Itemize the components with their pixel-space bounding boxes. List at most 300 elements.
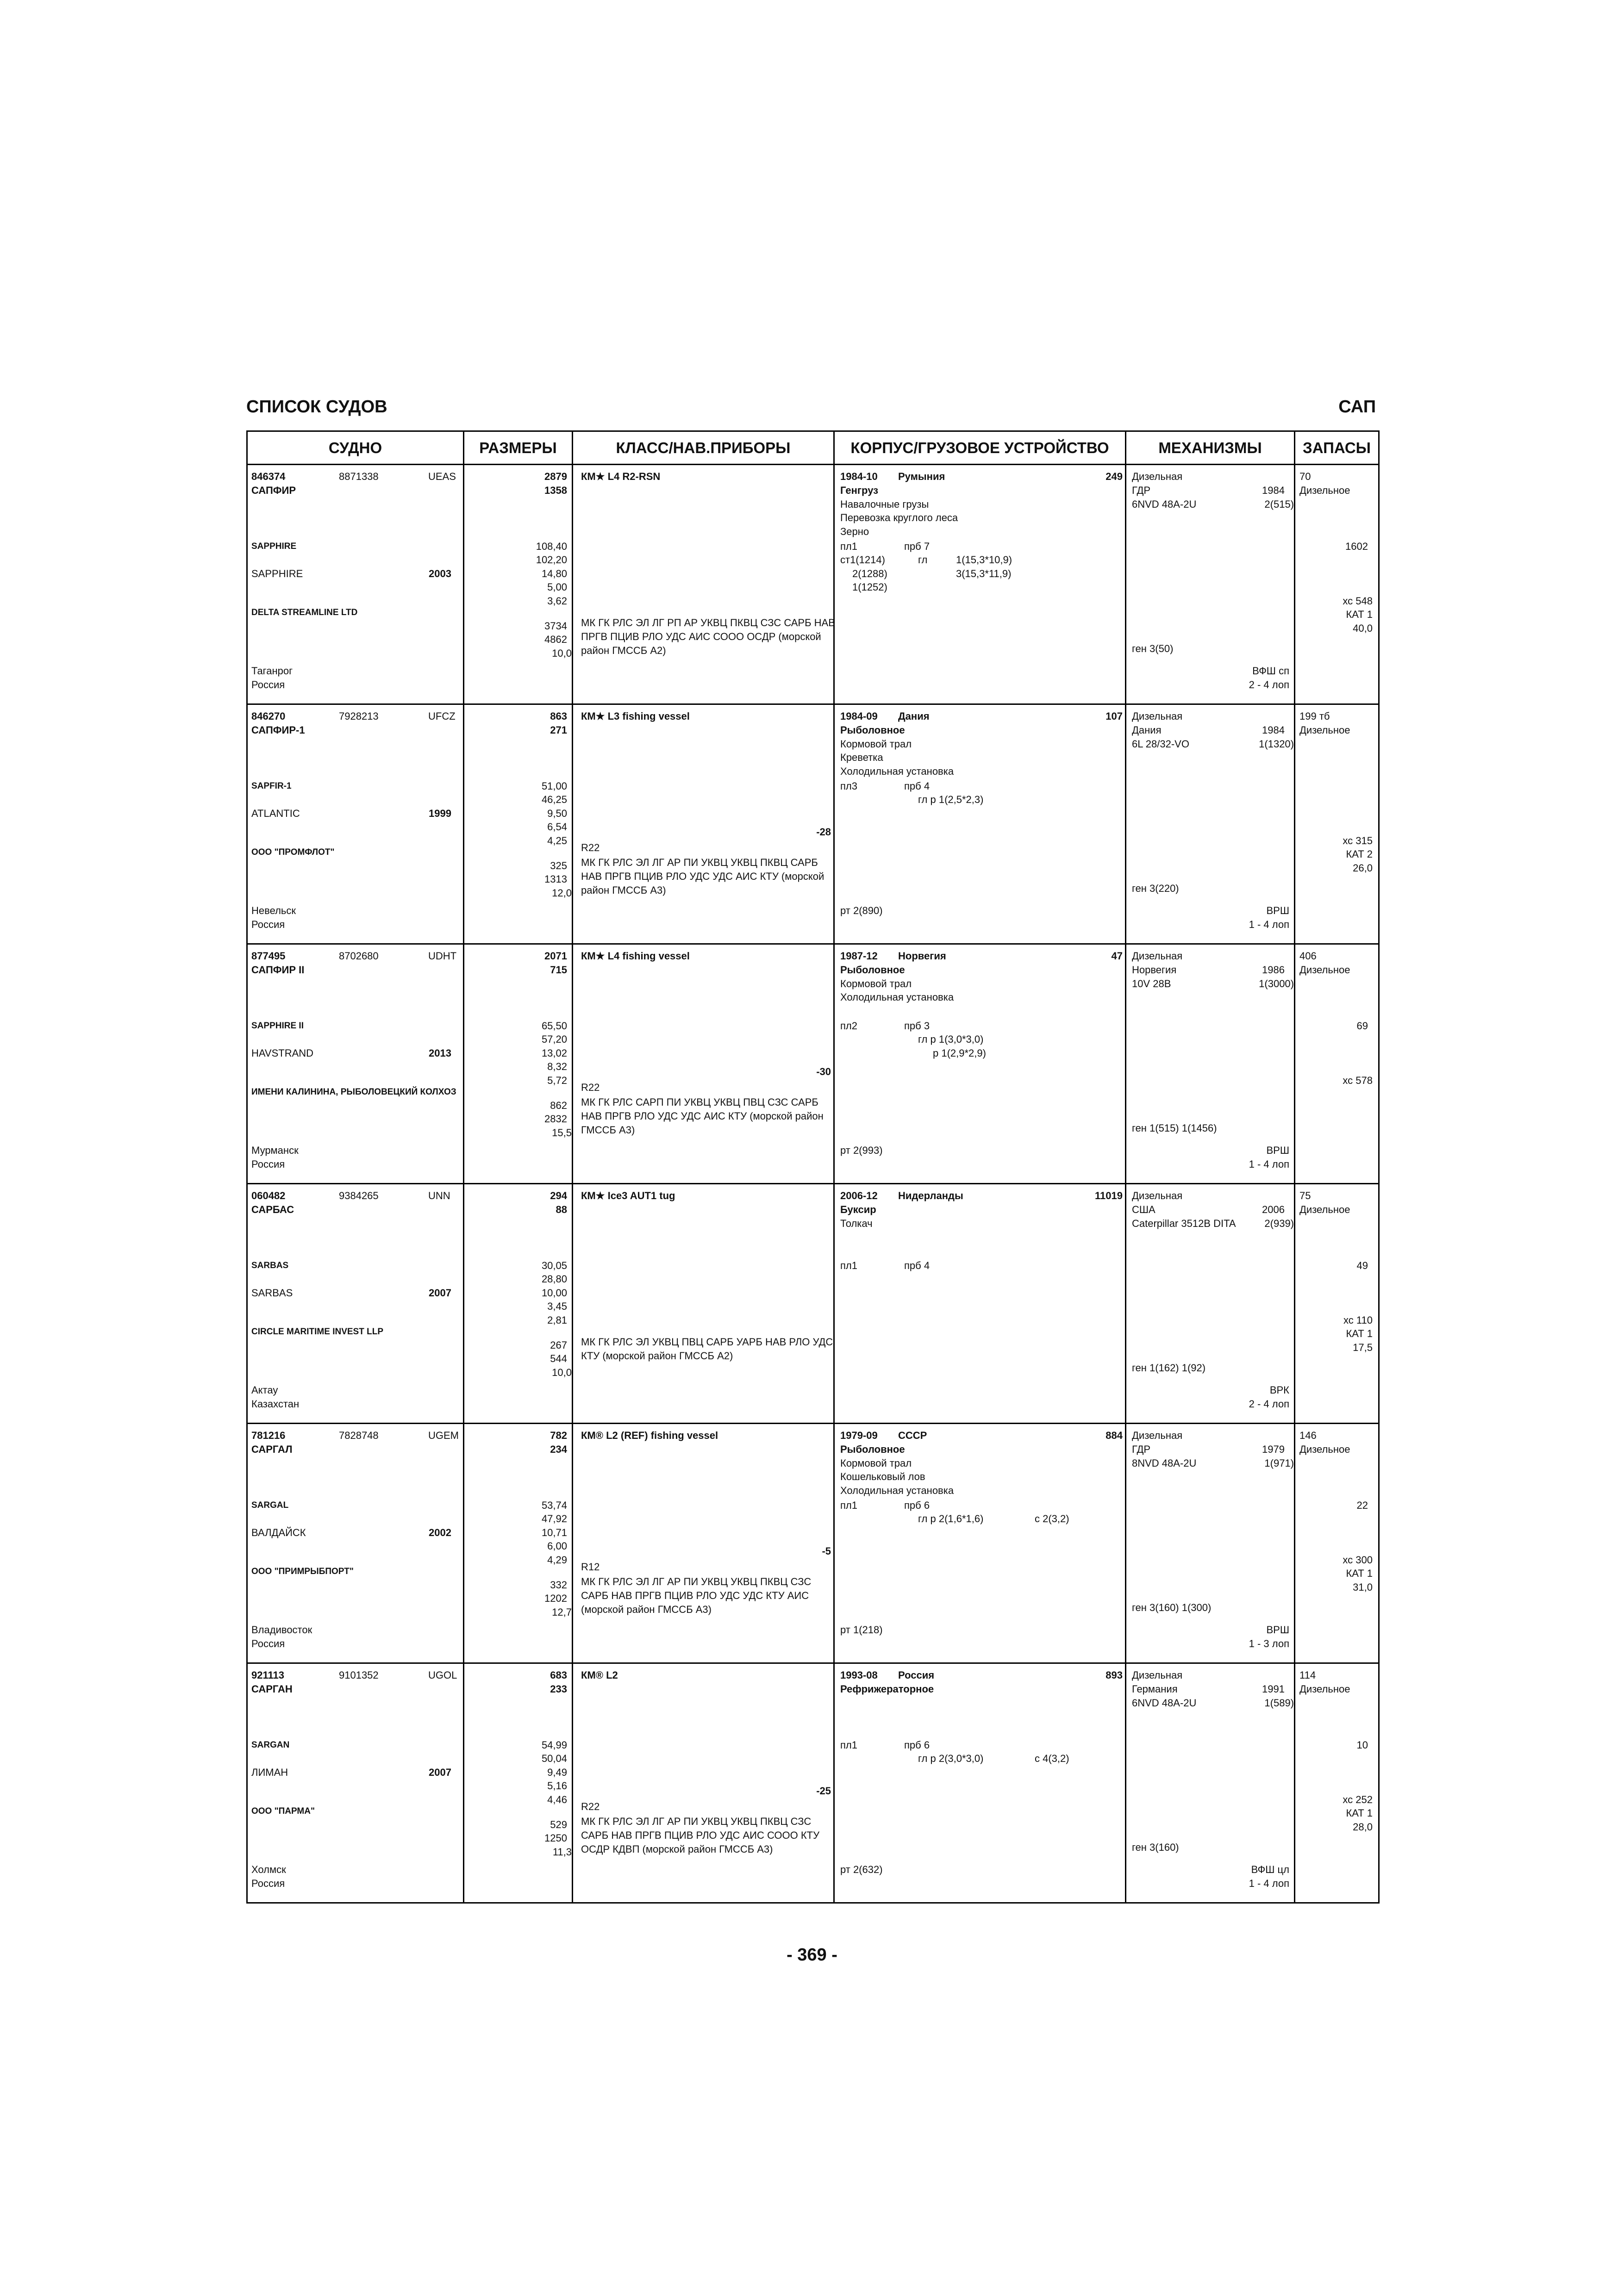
- column-divider: [1294, 1664, 1295, 1904]
- ship-nav-equipment: МК ГК РЛС САРП ПИ УКВЦ УКВЦ ПВЦ СЗС САРБ НАВ ПРГВ РЛО УДС УДС АИС КТУ (морской район ГМССБ А3): [581, 1096, 824, 1136]
- ship-fuel: Дизельное: [1299, 485, 1350, 496]
- ship-cap-1: КАТ 1: [1346, 1328, 1373, 1339]
- ship-ex-name: HAVSTRAND: [251, 1047, 314, 1059]
- ship-dims-4: 13,02: [541, 1047, 567, 1059]
- ship-crew: 406: [1299, 950, 1317, 962]
- column-divider: [1125, 1184, 1126, 1424]
- ship-dims-3: 50,04: [541, 1753, 567, 1764]
- ship-hull-no: 893: [1106, 1669, 1123, 1681]
- ship-cap-1: КАТ 1: [1346, 609, 1373, 620]
- ship-ex-year: 2003: [429, 568, 451, 579]
- ship-owner: DELTA STREAMLINE LTD: [251, 608, 358, 617]
- ship-holds-b-0: гл р 1(2,5*2,3): [918, 794, 984, 805]
- ship-nav-equipment: МК ГК РЛС ЭЛ ЛГ РП АР УКВЦ ПКВЦ СЗС САРБ НАВ ПРГВ ПЦИВ РЛО УДС АИС СООО ОСДР (морской район ГМССБ А2): [581, 617, 835, 656]
- ship-hull-lines-0: Кормовой трал: [840, 1457, 912, 1469]
- ship-cap-0: хс 252: [1343, 1794, 1373, 1805]
- ship-port: Владивосток: [251, 1624, 312, 1636]
- column-divider: [833, 705, 835, 945]
- ship-dims-2: 108,40: [536, 541, 567, 552]
- column-header-supplies: ЗАПАСЫ: [1303, 439, 1371, 456]
- ship-holds-b-0: гл р 2(3,0*3,0): [918, 1753, 984, 1764]
- ship-gen: ген 1(162) 1(92): [1132, 1362, 1206, 1374]
- ship-record: [248, 1184, 1378, 1424]
- ship-rt: рт 2(993): [840, 1145, 883, 1156]
- ship-dims-9: 12,0: [552, 887, 572, 899]
- ship-eng-country: Германия: [1132, 1683, 1178, 1695]
- column-divider: [1294, 1184, 1295, 1424]
- ship-holds-c-1: 3(15,3*11,9): [956, 568, 1012, 579]
- ship-reg: 846374: [251, 471, 286, 482]
- ship-ex-name: SAPPHIRE: [251, 568, 303, 579]
- ship-port: Холмск: [251, 1864, 286, 1875]
- ship-built: 1984-10: [840, 471, 878, 482]
- column-divider: [463, 705, 464, 945]
- ship-hull-no: 47: [1111, 950, 1123, 962]
- ship-holds-c-0: 1(15,3*10,9): [956, 554, 1012, 566]
- ship-country: Россия: [251, 1158, 285, 1170]
- ship-dims-5: 8,32: [547, 1061, 567, 1072]
- ship-eng-type: Дизельная: [1132, 1430, 1183, 1441]
- ship-bulk: прб 7: [904, 541, 930, 552]
- ship-nav-equipment: МК ГК РЛС ЭЛ УКВЦ ПВЦ САРБ УАРБ НАВ РЛО УДС КТУ (морской район ГМССБ А2): [581, 1336, 833, 1362]
- ship-country: Россия: [251, 1878, 285, 1889]
- ship-reg: 877495: [251, 950, 286, 962]
- ship-name: САПФИР-1: [251, 724, 305, 736]
- ship-dims-6: 4,29: [547, 1554, 567, 1566]
- ship-crew: 146: [1299, 1430, 1317, 1441]
- ship-type: Буксир: [840, 1204, 876, 1215]
- column-divider: [1294, 465, 1295, 705]
- ship-eng-power: 1(3000): [1259, 978, 1294, 989]
- column-divider: [463, 1664, 464, 1904]
- ship-reg: 060482: [251, 1190, 286, 1201]
- ship-cap-2: 40,0: [1353, 622, 1373, 634]
- ship-owner: ИМЕНИ КАЛИНИНА, РЫБОЛОВЕЦКИЙ КОЛХОЗ: [251, 1087, 456, 1097]
- ship-hull-no: 884: [1106, 1430, 1123, 1441]
- column-divider: [1294, 1424, 1295, 1664]
- ship-type: Рыболовное: [840, 1444, 905, 1455]
- column-header-dimensions: РАЗМЕРЫ: [479, 439, 557, 456]
- ship-dims-8: 544: [550, 1353, 567, 1364]
- ship-dims-0: 2071: [544, 950, 567, 962]
- ship-call: UGEM: [428, 1430, 459, 1441]
- ship-name: САПФИР: [251, 485, 296, 496]
- ship-dims-9: 11,3: [552, 1846, 572, 1858]
- ship-name-lat: SARBAS: [251, 1261, 289, 1270]
- ship-class: КМ® L2: [581, 1669, 618, 1681]
- ship-port: Таганрог: [251, 665, 293, 677]
- ship-dims-0: 294: [550, 1190, 567, 1201]
- ship-eng-type: Дизельная: [1132, 1669, 1183, 1681]
- ship-bulk: прб 3: [904, 1020, 930, 1032]
- ship-register-table: [246, 430, 1380, 1904]
- ship-hull-no: 11019: [1095, 1190, 1123, 1201]
- ship-record: [248, 465, 1378, 705]
- ship-imo: 7928213: [339, 710, 379, 722]
- ship-cap-2: 26,0: [1353, 862, 1373, 874]
- ship-eng-year: 1991: [1262, 1683, 1285, 1695]
- column-header-class-nav: КЛАСС/НАВ.ПРИБОРЫ: [616, 439, 791, 456]
- ship-holds-a-1: 2(1288): [852, 568, 887, 579]
- ship-holds-d-0: с 2(3,2): [1035, 1513, 1069, 1524]
- ship-name-lat: SAPPHIRE: [251, 541, 297, 551]
- ship-record: [248, 945, 1378, 1184]
- ship-deck: пл3: [840, 780, 857, 792]
- ship-builder: Нидерланды: [898, 1190, 963, 1201]
- column-divider: [572, 1184, 573, 1424]
- ship-eng-year: 1986: [1262, 964, 1285, 976]
- ship-nav-equipment: МК ГК РЛС ЭЛ ЛГ АР ПИ УКВЦ УКВЦ ПКВЦ СЗС САРБ НАВ ПРГВ ПЦИВ РЛО УДС УДС КТУ АИС (морской район ГМССБ А3): [581, 1576, 812, 1615]
- ship-name: САРГАН: [251, 1683, 293, 1695]
- ship-rt: рт 2(890): [840, 905, 883, 916]
- ship-dims-2: 54,99: [541, 1739, 567, 1751]
- ship-eng-type: Дизельная: [1132, 471, 1183, 482]
- ship-eng-country: Норвегия: [1132, 964, 1177, 976]
- column-divider: [1125, 465, 1126, 705]
- ship-hull-lines-1: Перевозка круглого леса: [840, 512, 958, 523]
- ship-dims-1: 271: [550, 724, 567, 736]
- ship-gen: ген 3(220): [1132, 883, 1179, 894]
- ship-eng-type: Дизельная: [1132, 950, 1183, 962]
- ship-nav-equipment: МК ГК РЛС ЭЛ ЛГ АР ПИ УКВЦ УКВЦ ПКВЦ САРБ НАВ ПРГВ ПЦИВ РЛО УДС УДС АИС КТУ (морской район ГМССБ А3): [581, 857, 824, 896]
- ship-imo: 8871338: [339, 471, 379, 482]
- ship-ice-temp: -5: [822, 1545, 831, 1557]
- ship-region: R22: [581, 1801, 600, 1812]
- ship-country: Россия: [251, 679, 285, 691]
- ship-dims-2: 53,74: [541, 1500, 567, 1511]
- ship-tank: 69: [1356, 1020, 1368, 1032]
- ship-ice-temp: -28: [816, 826, 831, 838]
- ship-bulk: прб 6: [904, 1500, 930, 1511]
- column-divider: [1125, 705, 1126, 945]
- ship-call: UEAS: [428, 471, 456, 482]
- ship-builder: Россия: [898, 1669, 935, 1681]
- ship-dims-5: 3,45: [547, 1300, 567, 1312]
- ship-eng-power: 2(515): [1264, 498, 1294, 510]
- ship-built: 2006-12: [840, 1190, 878, 1201]
- ship-dims-1: 233: [550, 1683, 567, 1695]
- ship-imo: 8702680: [339, 950, 379, 962]
- ship-prop: ВРК: [1269, 1384, 1289, 1396]
- ship-cap-1: КАТ 2: [1346, 848, 1373, 860]
- ship-country: Россия: [251, 919, 285, 930]
- ship-dims-7: 332: [550, 1579, 567, 1591]
- column-divider: [833, 1664, 835, 1904]
- ship-hull-lines-2: Зерно: [840, 526, 869, 537]
- ship-dims-0: 863: [550, 710, 567, 722]
- ship-dims-3: 47,92: [541, 1513, 567, 1524]
- ship-cap-1: КАТ 1: [1346, 1568, 1373, 1579]
- ship-prop: ВРШ: [1266, 1145, 1289, 1156]
- column-divider: [463, 945, 464, 1184]
- ship-dims-8: 4862: [544, 634, 567, 645]
- ship-fuel: Дизельное: [1299, 1204, 1350, 1215]
- ship-imo: 7828748: [339, 1430, 379, 1441]
- ship-dims-7: 267: [550, 1339, 567, 1351]
- ship-cap-0: хс 578: [1343, 1075, 1373, 1086]
- ship-crew: 199 тб: [1299, 710, 1330, 722]
- ship-dims-9: 12,7: [552, 1606, 572, 1618]
- ship-dims-8: 1313: [544, 873, 567, 885]
- ship-eng-model: 6NVD 48A-2U: [1132, 1697, 1197, 1709]
- ship-bulk: прб 4: [904, 1260, 930, 1271]
- ship-cap-2: 31,0: [1353, 1581, 1373, 1593]
- page-section-code: САП: [1338, 397, 1376, 417]
- column-header-hull-cargo: КОРПУС/ГРУЗОВОЕ УСТРОЙСТВО: [850, 439, 1109, 456]
- ship-holds-b-0: гл: [918, 554, 928, 566]
- ship-hull-lines-1: Креветка: [840, 752, 883, 763]
- ship-eng-country: ГДР: [1132, 485, 1151, 496]
- ship-dims-6: 3,62: [547, 595, 567, 607]
- table-header: [248, 432, 1378, 465]
- column-divider: [572, 465, 573, 705]
- ship-dims-0: 782: [550, 1430, 567, 1441]
- ship-tank: 49: [1356, 1260, 1368, 1271]
- ship-hull-lines-2: Холодильная установка: [840, 765, 954, 777]
- ship-class: КМ★ L4 fishing vessel: [581, 950, 690, 962]
- ship-holds-b-0: гл р 1(3,0*3,0): [918, 1033, 984, 1045]
- ship-built: 1993-08: [840, 1669, 878, 1681]
- ship-dims-4: 9,50: [547, 808, 567, 819]
- ship-ice-temp: -30: [816, 1066, 831, 1077]
- ship-holds-b-1: р 1(2,9*2,9): [933, 1047, 986, 1059]
- ship-hull-lines-1: Холодильная установка: [840, 991, 954, 1003]
- page-title: СПИСОК СУДОВ: [246, 397, 387, 417]
- ship-dims-4: 9,49: [547, 1767, 567, 1778]
- ship-rt: рт 2(632): [840, 1864, 883, 1875]
- ship-blades: 2 - 4 лоп: [1249, 1398, 1289, 1410]
- column-divider: [1125, 1664, 1126, 1904]
- ship-eng-model: Caterpillar 3512B DITA: [1132, 1218, 1236, 1229]
- ship-dims-1: 1358: [544, 485, 567, 496]
- ship-cap-2: 17,5: [1353, 1342, 1373, 1353]
- ship-blades: 1 - 4 лоп: [1249, 1878, 1289, 1889]
- ship-cap-0: хс 548: [1343, 595, 1373, 607]
- ship-bulk: прб 4: [904, 780, 930, 792]
- column-divider: [833, 945, 835, 1184]
- ship-call: UGOL: [428, 1669, 457, 1681]
- ship-builder: Дания: [898, 710, 930, 722]
- ship-region: R22: [581, 1082, 600, 1093]
- ship-eng-model: 6NVD 48A-2U: [1132, 498, 1197, 510]
- ship-name-lat: SARGAL: [251, 1500, 289, 1510]
- ship-reg: 781216: [251, 1430, 286, 1441]
- ship-prop: ВФШ сп: [1252, 665, 1289, 677]
- column-divider: [463, 1184, 464, 1424]
- ship-eng-year: 1984: [1262, 724, 1285, 736]
- ship-builder: Норвегия: [898, 950, 946, 962]
- ship-prop: ВРШ: [1266, 1624, 1289, 1636]
- ship-dims-5: 5,16: [547, 1780, 567, 1792]
- page-number: - 369 -: [787, 1945, 837, 1965]
- ship-dims-7: 529: [550, 1819, 567, 1830]
- ship-gen: ген 3(160) 1(300): [1132, 1602, 1212, 1613]
- ship-eng-power: 1(589): [1264, 1697, 1294, 1709]
- ship-ex-year: 2007: [429, 1767, 451, 1778]
- ship-name-lat: SAPFIR-1: [251, 781, 292, 791]
- ship-name-lat: SARGAN: [251, 1740, 290, 1750]
- ship-eng-model: 6L 28/32-VO: [1132, 738, 1189, 750]
- ship-ex-year: 1999: [429, 808, 451, 819]
- ship-rt: рт 1(218): [840, 1624, 883, 1636]
- ship-holds-b-0: гл р 2(1,6*1,6): [918, 1513, 984, 1524]
- ship-deck: пл1: [840, 1739, 857, 1751]
- ship-hull-no: 249: [1106, 471, 1123, 482]
- column-divider: [572, 1424, 573, 1664]
- column-divider: [1294, 945, 1295, 1184]
- ship-dims-7: 3734: [544, 620, 567, 632]
- ship-eng-year: 1979: [1262, 1444, 1285, 1455]
- ship-eng-power: 1(971): [1264, 1457, 1294, 1469]
- ship-name: САРБАС: [251, 1204, 294, 1215]
- ship-fuel: Дизельное: [1299, 964, 1350, 976]
- ship-gen: ген 3(160): [1132, 1842, 1179, 1853]
- ship-tank: 22: [1356, 1500, 1368, 1511]
- ship-dims-2: 51,00: [541, 780, 567, 792]
- ship-builder: Румыния: [898, 471, 945, 482]
- ship-deck: пл1: [840, 541, 857, 552]
- ship-ice-temp: -25: [816, 1785, 831, 1797]
- ship-port: Мурманск: [251, 1145, 299, 1156]
- ship-reg: 846270: [251, 710, 286, 722]
- ship-deck: пл1: [840, 1260, 857, 1271]
- column-divider: [572, 705, 573, 945]
- ship-hull-lines-0: Навалочные грузы: [840, 498, 929, 510]
- ship-type: Генгруз: [840, 485, 879, 496]
- ship-imo: 9384265: [339, 1190, 379, 1201]
- ship-port: Невельск: [251, 905, 296, 916]
- ship-dims-0: 683: [550, 1669, 567, 1681]
- ship-type: Рефрижераторное: [840, 1683, 934, 1695]
- ship-dims-8: 1202: [544, 1593, 567, 1604]
- ship-blades: 2 - 4 лоп: [1249, 679, 1289, 691]
- ship-holds-a-2: 1(1252): [852, 581, 887, 593]
- ship-dims-2: 65,50: [541, 1020, 567, 1032]
- ship-built: 1984-09: [840, 710, 878, 722]
- ship-dims-6: 2,81: [547, 1314, 567, 1326]
- ship-eng-country: США: [1132, 1204, 1156, 1215]
- ship-blades: 1 - 4 лоп: [1249, 1158, 1289, 1170]
- ship-hull-no: 107: [1106, 710, 1123, 722]
- ship-owner: ООО "ПАРМА": [251, 1806, 315, 1816]
- ship-cap-0: хс 315: [1343, 835, 1373, 846]
- ship-dims-0: 2879: [544, 471, 567, 482]
- ship-name: САПФИР II: [251, 964, 305, 976]
- ship-eng-model: 10V 28B: [1132, 978, 1171, 989]
- column-divider: [1125, 1424, 1126, 1664]
- ship-dims-1: 715: [550, 964, 567, 976]
- ship-dims-6: 5,72: [547, 1075, 567, 1086]
- ship-dims-3: 28,80: [541, 1273, 567, 1285]
- ship-eng-country: ГДР: [1132, 1444, 1151, 1455]
- ship-crew: 75: [1299, 1190, 1311, 1201]
- ship-holds-d-0: с 4(3,2): [1035, 1753, 1069, 1764]
- ship-dims-3: 57,20: [541, 1033, 567, 1045]
- ship-eng-power: 1(1320): [1259, 738, 1294, 750]
- ship-prop: ВФШ цл: [1251, 1864, 1289, 1875]
- ship-eng-power: 2(939): [1264, 1218, 1294, 1229]
- ship-ex-name: ATLANTIC: [251, 808, 300, 819]
- ship-eng-type: Дизельная: [1132, 710, 1183, 722]
- ship-class: КМ★ L4 R2-RSN: [581, 471, 661, 482]
- ship-eng-type: Дизельная: [1132, 1190, 1183, 1201]
- ship-dims-9: 15,5: [552, 1127, 572, 1139]
- ship-builder: СССР: [898, 1430, 927, 1441]
- ship-ex-name: ЛИМАН: [251, 1767, 288, 1778]
- ship-tank: 10: [1356, 1739, 1368, 1751]
- ship-gen: ген 3(50): [1132, 643, 1174, 654]
- ship-type: Рыболовное: [840, 964, 905, 976]
- ship-owner: ООО "ПРОМФЛОТ": [251, 847, 335, 857]
- ship-dims-9: 10,0: [552, 647, 572, 659]
- ship-ex-year: 2002: [429, 1527, 451, 1538]
- ship-ex-name: SARBAS: [251, 1287, 293, 1299]
- ship-name-lat: SAPPHIRE II: [251, 1021, 304, 1031]
- ship-dims-3: 46,25: [541, 794, 567, 805]
- ship-crew: 114: [1299, 1669, 1316, 1681]
- column-header-vessel: СУДНО: [328, 439, 382, 456]
- ship-ex-name: ВАЛДАЙСК: [251, 1527, 306, 1538]
- ship-owner: ООО "ПРИМРЫБПОРТ": [251, 1567, 354, 1576]
- ship-deck: пл1: [840, 1500, 857, 1511]
- ship-class: КМ★ Ice3 AUT1 tug: [581, 1190, 675, 1201]
- ship-dims-6: 4,46: [547, 1794, 567, 1805]
- ship-hull-lines-1: Кошельковый лов: [840, 1471, 925, 1482]
- column-divider: [463, 465, 464, 705]
- ship-type: Рыболовное: [840, 724, 905, 736]
- ship-cap-0: хс 300: [1343, 1554, 1373, 1566]
- ship-dims-4: 10,00: [541, 1287, 567, 1299]
- ship-gen: ген 1(515) 1(1456): [1132, 1122, 1217, 1134]
- ship-hull-lines-2: Холодильная установка: [840, 1485, 954, 1496]
- ship-dims-8: 1250: [544, 1832, 567, 1844]
- ship-call: UNN: [428, 1190, 450, 1201]
- ship-record: [248, 1424, 1378, 1664]
- ship-region: R22: [581, 842, 600, 853]
- ship-dims-6: 4,25: [547, 835, 567, 846]
- ship-ex-year: 2007: [429, 1287, 451, 1299]
- ship-call: UFCZ: [428, 710, 456, 722]
- ship-bulk: прб 6: [904, 1739, 930, 1751]
- ship-eng-year: 2006: [1262, 1204, 1285, 1215]
- ship-hull-lines-0: Кормовой трал: [840, 738, 912, 750]
- ship-dims-5: 5,00: [547, 581, 567, 593]
- ship-dims-2: 30,05: [541, 1260, 567, 1271]
- ship-dims-8: 2832: [544, 1113, 567, 1125]
- ship-owner: CIRCLE MARITIME INVEST LLP: [251, 1327, 383, 1337]
- ship-dims-4: 10,71: [541, 1527, 567, 1538]
- ship-port: Актау: [251, 1384, 278, 1396]
- ship-call: UDHT: [428, 950, 457, 962]
- ship-dims-9: 10,0: [552, 1367, 572, 1378]
- ship-reg: 921113: [251, 1669, 284, 1681]
- ship-dims-1: 88: [556, 1204, 567, 1215]
- ship-nav-equipment: МК ГК РЛС ЭЛ ЛГ АР ПИ УКВЦ УКВЦ ПКВЦ СЗС САРБ НАВ ПРГВ ПЦИВ РЛО УДС АИС СООО КТУ ОСДР КДВП (морской район ГМССБ А3): [581, 1816, 820, 1855]
- ship-imo: 9101352: [339, 1669, 379, 1681]
- ship-eng-year: 1984: [1262, 485, 1285, 496]
- column-divider: [833, 1424, 835, 1664]
- ship-ex-year: 2013: [429, 1047, 451, 1059]
- ship-holds-a-0: ст1(1214): [840, 554, 885, 566]
- ship-fuel: Дизельное: [1299, 724, 1350, 736]
- column-divider: [833, 1184, 835, 1424]
- ship-fuel: Дизельное: [1299, 1444, 1350, 1455]
- ship-tank: 1602: [1345, 541, 1368, 552]
- column-divider: [1125, 945, 1126, 1184]
- ship-eng-model: 8NVD 48A-2U: [1132, 1457, 1197, 1469]
- ship-region: R12: [581, 1561, 600, 1573]
- ship-prop: ВРШ: [1266, 905, 1289, 916]
